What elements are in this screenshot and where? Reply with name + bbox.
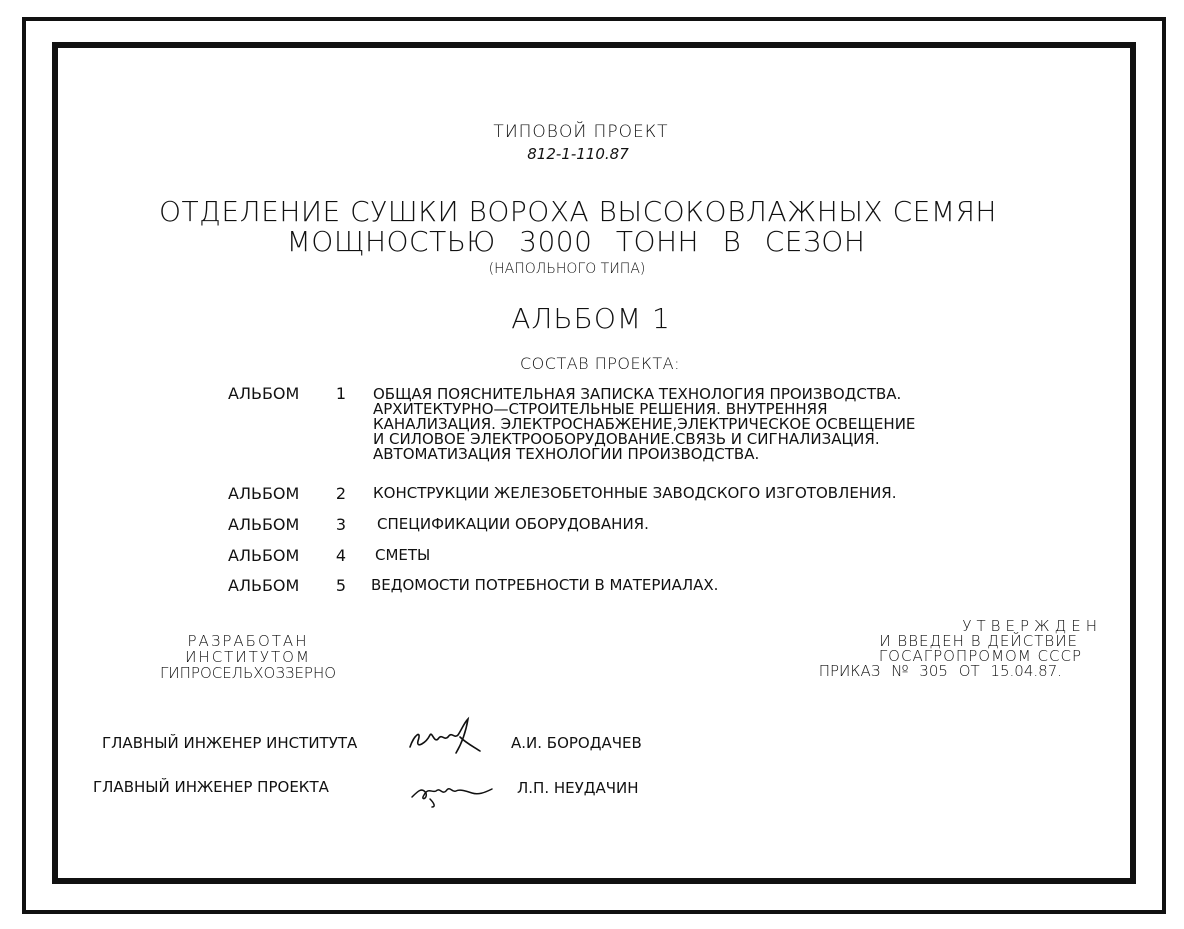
album-label: АЛЬБОМ: [228, 515, 300, 534]
chief-engineer-institute-role: ГЛАВНЫЙ ИНЖЕНЕР ИНСТИТУТА: [102, 734, 358, 752]
album-label: АЛЬБОМ: [228, 546, 300, 565]
approval-line: ПРИКАЗ № 305 ОТ 15.04.87.: [818, 662, 1062, 680]
album-title: АЛЬБОМ 1: [511, 302, 671, 335]
album-label: АЛЬБОМ: [228, 384, 300, 403]
album-description: СМЕТЫ: [375, 546, 431, 564]
composition-heading: СОСТАВ ПРОЕКТА:: [520, 354, 680, 373]
signature-neudachin: [408, 773, 494, 809]
signature-borodachev: [404, 713, 484, 761]
title-subtitle: (НАПОЛЬНОГО ТИПА): [488, 261, 646, 277]
album-description: КОНСТРУКЦИИ ЖЕЛЕЗОБЕТОННЫЕ ЗАВОДСКОГО ИЗГОТОВЛЕНИЯ.: [373, 484, 897, 502]
developed-by-block: [160, 633, 336, 681]
album-description: СПЕЦИФИКАЦИИ ОБОРУДОВАНИЯ.: [377, 515, 649, 533]
album-number: 5: [335, 576, 347, 595]
album-label: АЛЬБОМ: [228, 576, 300, 595]
developed-by-line: РАЗРАБОТАН: [187, 632, 309, 650]
approval-line: УТВЕРЖДЕН: [962, 617, 1102, 635]
chief-engineer-institute-name: А.И. БОРОДАЧЕВ: [511, 734, 642, 752]
title-line-1: ОТДЕЛЕНИЕ СУШКИ ВОРОХА ВЫСОКОВЛАЖНЫХ СЕМЯН: [159, 195, 997, 228]
album-label: АЛЬБОМ: [228, 484, 300, 503]
developed-by-line: ГИПРОСЕЛЬХОЗЗЕРНО: [159, 664, 337, 682]
project-type: ТИПОВОЙ ПРОЕКТ: [493, 122, 669, 142]
chief-engineer-project-role: ГЛАВНЫЙ ИНЖЕНЕР ПРОЕКТА: [93, 778, 329, 796]
album-number: 4: [335, 546, 347, 565]
project-code: 812-1-110.87: [527, 145, 629, 163]
approval-line: ГОСАГРОПРОМОМ СССР: [878, 647, 1082, 665]
album-number: 3: [335, 515, 347, 534]
chief-engineer-project-name: Л.П. НЕУДАЧИН: [517, 779, 639, 797]
album-description: ВЕДОМОСТИ ПОТРЕБНОСТИ В МАТЕРИАЛАХ.: [371, 576, 719, 594]
title-line-2: МОЩНОСТЬЮ 3000 ТОНН В СЕЗОН: [286, 225, 866, 258]
approval-block: [818, 617, 1102, 680]
approval-line: И ВВЕДЕН В ДЕЙСТВИЕ: [879, 632, 1078, 650]
developed-by-line: ИНСТИТУТОМ: [185, 648, 311, 666]
album-number: 1: [335, 384, 347, 403]
album-number: 2: [335, 484, 347, 503]
album-description: ОБЩАЯ ПОЯСНИТЕЛЬНАЯ ЗАПИСКА ТЕХНОЛОГИЯ ПРОИЗВОДСТВА. АРХИТЕКТУРНО—СТРОИТЕЛЬНЫЕ РЕШЕНИЯ. ВНУТРЕННЯЯ КАНАЛИЗАЦИЯ. ЭЛЕКТРОСНАБЖЕНИЕ,ЭЛЕКТРИЧЕСКОЕ ОСВЕЩЕНИЕ И СИЛОВОЕ ЭЛЕКТРООБОРУДОВАНИЕ.СВЯЗЬ И СИГНАЛИЗАЦИЯ. АВТОМАТИЗАЦИЯ ТЕХНОЛОГИИ ПРОИЗВОДСТВА.: [373, 385, 916, 463]
inner-border: [52, 42, 1136, 884]
